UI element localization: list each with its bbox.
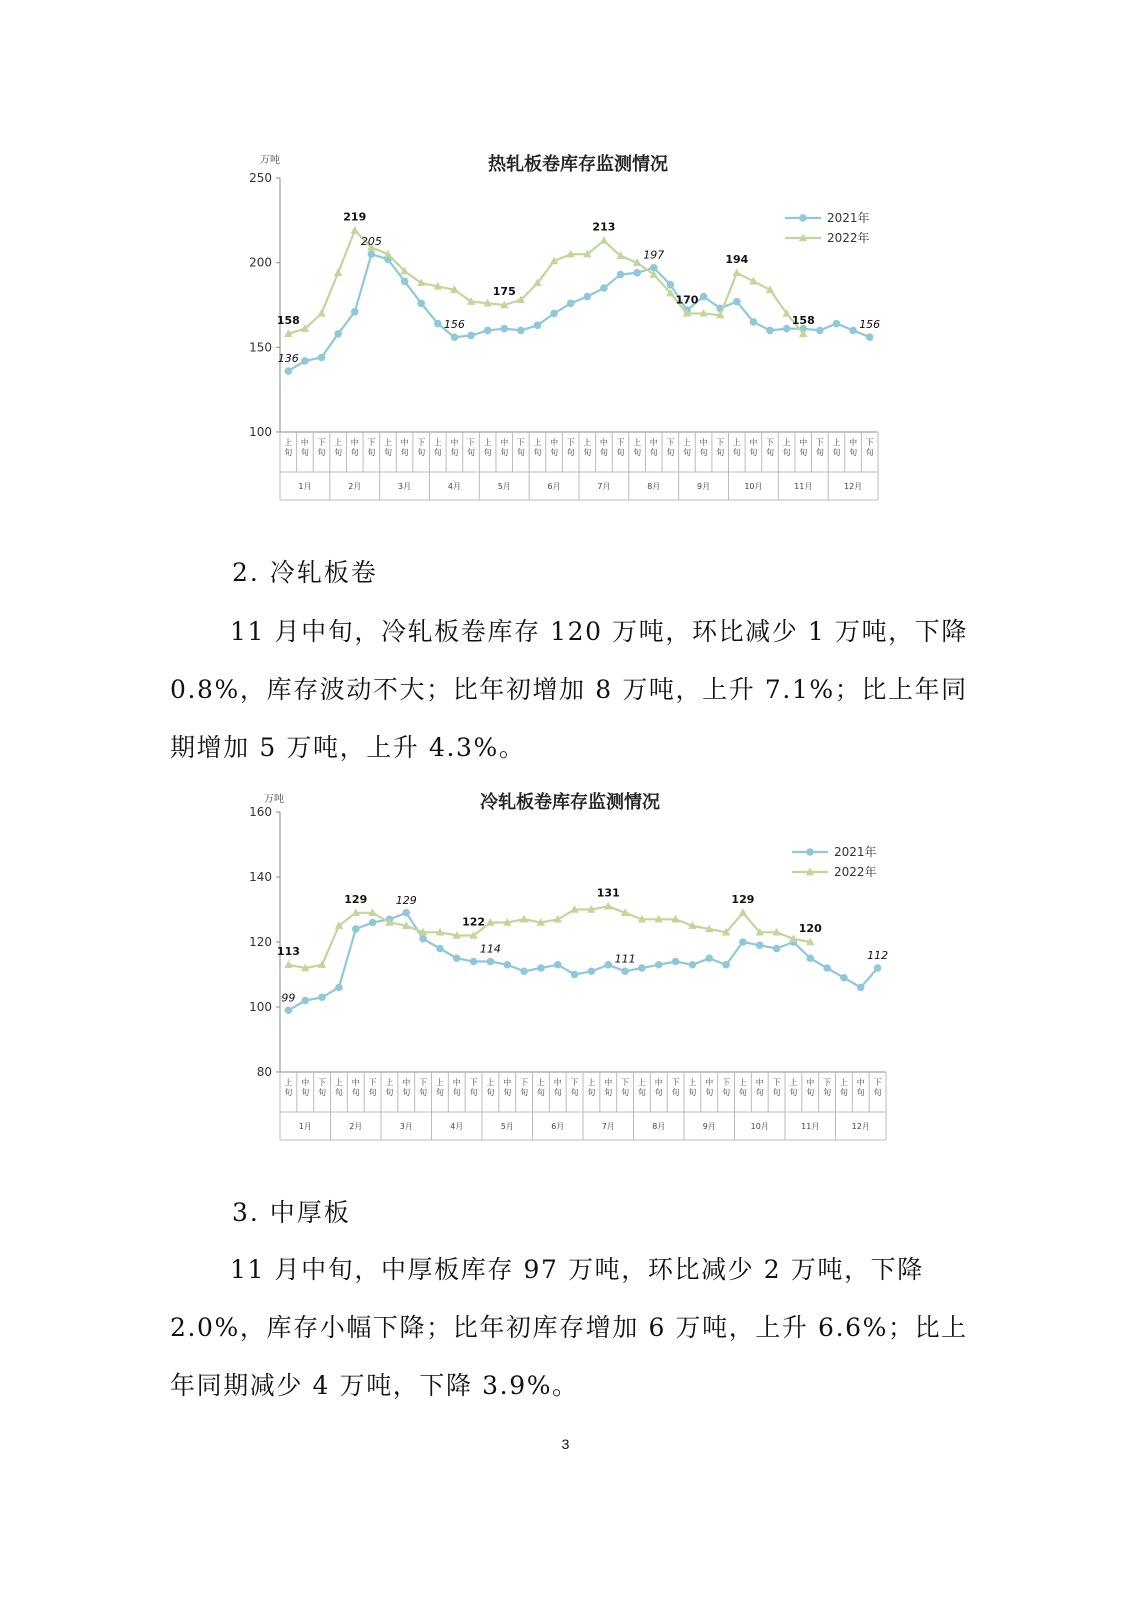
x-axis-sub-label: 旬 xyxy=(284,1088,293,1097)
x-axis-sub-label: 旬 xyxy=(368,1088,377,1097)
x-axis-sub-label: 旬 xyxy=(385,1088,394,1097)
x-axis-sub-label: 旬 xyxy=(570,1088,579,1097)
x-axis-sub-label: 旬 xyxy=(317,448,326,457)
x-axis-sub-label: 下 xyxy=(716,438,725,447)
x-axis-sub-label: 旬 xyxy=(806,1088,815,1097)
data-label: 197 xyxy=(643,248,665,262)
x-axis-sub-label: 中 xyxy=(604,1078,613,1087)
data-point xyxy=(334,268,342,276)
y-axis-tick-label: 160 xyxy=(249,805,272,819)
x-axis-month-label: 3月 xyxy=(399,1122,413,1131)
x-axis-sub-label: 旬 xyxy=(417,448,426,457)
data-point xyxy=(554,961,562,969)
page-number: 3 xyxy=(561,1436,570,1452)
x-axis-sub-label: 旬 xyxy=(749,448,758,457)
x-axis-sub-label: 上 xyxy=(334,1078,343,1087)
section-title-cold-rolled: 2. 冷轧板卷 xyxy=(232,558,378,587)
data-label: 129 xyxy=(731,892,755,906)
x-axis-sub-label: 旬 xyxy=(350,448,359,457)
x-axis-month-label: 10月 xyxy=(744,482,763,491)
x-axis-sub-label: 中 xyxy=(500,438,509,447)
x-axis-month-label: 9月 xyxy=(697,482,711,491)
x-axis-sub-label: 上 xyxy=(637,1078,646,1087)
data-point xyxy=(739,938,747,946)
x-axis-sub-label: 下 xyxy=(520,1078,529,1087)
legend-label: 2021年 xyxy=(834,845,877,859)
x-axis-sub-label: 旬 xyxy=(716,448,725,457)
x-axis-sub-label: 下 xyxy=(766,438,775,447)
data-point xyxy=(672,958,680,966)
x-axis-sub-label: 上 xyxy=(385,1078,394,1087)
series-line-1 xyxy=(288,906,810,968)
x-axis-sub-label: 下 xyxy=(419,1078,428,1087)
x-axis-sub-label: 上 xyxy=(682,438,691,447)
y-axis-tick-label: 200 xyxy=(249,255,272,270)
paragraph-medium-plate: 11 月中旬，中厚板库存 97 万吨，环比减少 2 万吨，下降 2.0%，库存小幅下降；比年初库存增加 6 万吨，上升 6.6%；比上年同期减少 4 万吨，下降 3.9%。 xyxy=(170,1255,968,1400)
x-axis-sub-label: 中 xyxy=(503,1078,512,1087)
x-axis-sub-label: 下 xyxy=(671,1078,680,1087)
x-axis-sub-label: 上 xyxy=(284,1078,293,1087)
x-axis-sub-label: 下 xyxy=(616,438,625,447)
data-point xyxy=(369,919,377,927)
x-axis-sub-label: 中 xyxy=(856,1078,865,1087)
data-label: 219 xyxy=(343,210,367,224)
x-axis-sub-label: 上 xyxy=(587,1078,596,1087)
x-axis-month-label: 1月 xyxy=(298,1122,312,1131)
x-axis-sub-label: 旬 xyxy=(682,448,691,457)
x-axis-sub-label: 旬 xyxy=(849,448,858,457)
x-axis-month-label: 6月 xyxy=(547,482,561,491)
x-axis-sub-label: 旬 xyxy=(402,1088,411,1097)
x-axis-sub-label: 旬 xyxy=(516,448,525,457)
series-line-0 xyxy=(288,254,869,371)
data-label: 120 xyxy=(798,922,822,935)
data-point xyxy=(470,958,478,966)
x-axis-sub-label: 上 xyxy=(533,438,542,447)
x-axis-sub-label: 旬 xyxy=(815,448,824,457)
x-axis-sub-label: 旬 xyxy=(599,448,608,457)
x-axis-month-label: 4月 xyxy=(450,1122,464,1131)
x-axis-sub-label: 旬 xyxy=(637,1088,646,1097)
x-axis-sub-label: 旬 xyxy=(699,448,708,457)
data-point xyxy=(766,327,774,335)
x-axis-sub-label: 中 xyxy=(654,1078,663,1087)
x-axis-sub-label: 中 xyxy=(849,438,858,447)
x-axis-sub-label: 旬 xyxy=(832,448,841,457)
x-axis-sub-label: 上 xyxy=(732,438,741,447)
x-axis-month-label: 12月 xyxy=(843,482,863,491)
x-axis-month-label: 7月 xyxy=(597,482,611,491)
data-label: 136 xyxy=(277,352,299,366)
x-axis-sub-label: 旬 xyxy=(722,1088,731,1097)
data-point xyxy=(722,961,730,969)
data-label: 205 xyxy=(360,235,382,249)
x-axis-month-label: 2月 xyxy=(349,1122,363,1131)
x-axis-sub-label: 上 xyxy=(583,438,592,447)
x-axis-sub-label: 上 xyxy=(839,1078,848,1087)
x-axis-month-label: 9月 xyxy=(702,1122,716,1131)
data-point xyxy=(733,268,741,276)
x-axis-sub-label: 旬 xyxy=(433,448,442,457)
x-axis-sub-label: 上 xyxy=(486,1078,495,1087)
x-axis-month-label: 12月 xyxy=(851,1122,870,1131)
hot-rolled-coil-inventory-chart xyxy=(230,140,910,512)
x-axis-sub-label: 中 xyxy=(300,438,309,447)
y-axis-tick-label: 120 xyxy=(249,935,272,949)
data-label: 194 xyxy=(725,252,749,266)
data-point xyxy=(537,964,545,972)
data-point xyxy=(334,330,342,338)
data-point xyxy=(352,925,360,933)
x-axis-sub-label: 下 xyxy=(621,1078,630,1087)
data-label: 129 xyxy=(344,892,368,906)
y-axis-tick-label: 250 xyxy=(249,171,272,185)
x-axis-sub-label: 下 xyxy=(516,438,525,447)
x-axis-sub-label: 下 xyxy=(566,438,575,447)
x-axis-sub-label: 旬 xyxy=(450,448,459,457)
x-axis-sub-label: 中 xyxy=(755,1078,764,1087)
data-point xyxy=(604,961,612,969)
x-axis-month-label: 5月 xyxy=(497,482,511,491)
data-point xyxy=(520,967,528,975)
x-axis-month-label: 11月 xyxy=(801,1122,820,1131)
data-point xyxy=(284,960,292,968)
x-axis-sub-label: 旬 xyxy=(553,1088,562,1097)
x-axis-sub-label: 旬 xyxy=(654,1088,663,1097)
data-label: 111 xyxy=(614,952,636,966)
legend-label: 2022年 xyxy=(827,231,870,245)
x-axis-sub-label: 旬 xyxy=(587,1088,596,1097)
x-axis-sub-label: 上 xyxy=(536,1078,545,1087)
data-label: 99 xyxy=(281,991,296,1005)
data-point xyxy=(487,958,495,966)
data-point xyxy=(604,902,612,910)
data-point xyxy=(318,354,326,362)
y-axis-tick-label: 80 xyxy=(256,1065,272,1079)
data-label: 158 xyxy=(791,313,815,327)
x-axis-sub-label: 中 xyxy=(649,438,658,447)
data-point xyxy=(756,941,764,949)
x-axis-sub-label: 旬 xyxy=(755,1088,764,1097)
x-axis-sub-label: 上 xyxy=(832,438,841,447)
x-axis-sub-label: 上 xyxy=(435,1078,444,1087)
data-point xyxy=(783,325,791,333)
x-axis-sub-label: 旬 xyxy=(467,448,476,457)
data-label: 156 xyxy=(443,318,465,332)
x-axis-sub-label: 旬 xyxy=(839,1088,848,1097)
x-axis-sub-label: 下 xyxy=(823,1078,832,1087)
data-point xyxy=(655,961,663,969)
x-axis-sub-label: 中 xyxy=(351,1078,360,1087)
x-axis-month-label: 11月 xyxy=(794,482,813,491)
data-point xyxy=(806,954,814,962)
data-point xyxy=(417,300,425,308)
y-axis-tick-label: 100 xyxy=(249,425,272,439)
data-point xyxy=(849,327,857,335)
x-axis-sub-label: 旬 xyxy=(435,1088,444,1097)
data-point xyxy=(600,236,608,244)
x-axis-sub-label: 旬 xyxy=(732,448,741,457)
data-point xyxy=(823,964,831,972)
x-axis-sub-label: 下 xyxy=(815,438,824,447)
data-label: 112 xyxy=(867,949,889,962)
data-point xyxy=(436,945,444,953)
x-axis-sub-label: 中 xyxy=(400,438,409,447)
data-point xyxy=(773,945,781,953)
x-axis-sub-label: 旬 xyxy=(452,1088,461,1097)
x-axis-sub-label: 旬 xyxy=(367,448,376,457)
x-axis-sub-label: 中 xyxy=(550,438,559,447)
x-axis-sub-label: 旬 xyxy=(705,1088,714,1097)
x-axis-sub-label: 下 xyxy=(367,438,376,447)
data-label: 175 xyxy=(492,285,516,298)
data-point xyxy=(434,320,442,328)
data-point xyxy=(301,357,309,365)
chart-title: 冷轧板卷库存监测情况 xyxy=(480,792,660,813)
y-axis-tick-label: 100 xyxy=(249,1000,272,1014)
data-point xyxy=(857,984,865,992)
x-axis-sub-label: 上 xyxy=(782,438,791,447)
x-axis-sub-label: 上 xyxy=(633,438,642,447)
x-axis-sub-label: 旬 xyxy=(400,448,409,457)
legend-marker xyxy=(799,214,807,222)
data-label: 129 xyxy=(395,893,417,907)
x-axis-month-label: 1月 xyxy=(298,482,312,491)
x-axis-sub-label: 上 xyxy=(334,438,343,447)
x-axis-sub-label: 下 xyxy=(722,1078,731,1087)
x-axis-sub-label: 旬 xyxy=(301,1088,310,1097)
x-axis-sub-label: 中 xyxy=(450,438,459,447)
chart-title: 热轧板卷库存监测情况 xyxy=(488,154,668,175)
x-axis-sub-label: 旬 xyxy=(383,448,392,457)
data-point xyxy=(520,915,528,923)
x-axis-sub-label: 中 xyxy=(749,438,758,447)
x-axis-sub-label: 旬 xyxy=(766,448,775,457)
data-point xyxy=(484,327,492,335)
x-axis-sub-label: 下 xyxy=(417,438,426,447)
x-axis-sub-label: 中 xyxy=(599,438,608,447)
x-axis-sub-label: 旬 xyxy=(583,448,592,457)
x-axis-sub-label: 上 xyxy=(284,438,293,447)
x-axis-month-label: 4月 xyxy=(447,482,461,491)
data-label: 113 xyxy=(276,944,300,958)
data-label: 158 xyxy=(276,313,300,327)
x-axis-sub-label: 旬 xyxy=(550,448,559,457)
legend-label: 2021年 xyxy=(827,211,870,225)
data-point xyxy=(733,298,741,306)
x-axis-sub-label: 上 xyxy=(738,1078,747,1087)
x-axis-sub-label: 下 xyxy=(317,438,326,447)
data-point xyxy=(866,333,874,341)
data-point xyxy=(351,226,359,234)
data-point xyxy=(816,327,824,335)
data-point xyxy=(301,997,309,1005)
x-axis-sub-label: 旬 xyxy=(351,1088,360,1097)
x-axis-sub-label: 旬 xyxy=(604,1088,613,1097)
data-point xyxy=(317,309,325,317)
section-title-medium-plate: 3. 中厚板 xyxy=(232,1198,351,1227)
x-axis-sub-label: 中 xyxy=(705,1078,714,1087)
data-point xyxy=(689,961,697,969)
data-label: 213 xyxy=(592,220,616,234)
x-axis-sub-label: 下 xyxy=(873,1078,882,1087)
x-axis-sub-label: 旬 xyxy=(782,448,791,457)
x-axis-sub-label: 旬 xyxy=(823,1088,832,1097)
x-axis-sub-label: 中 xyxy=(799,438,808,447)
data-point xyxy=(833,320,841,328)
y-axis-tick-label: 140 xyxy=(249,870,272,884)
x-axis-sub-label: 旬 xyxy=(318,1088,327,1097)
x-axis-sub-label: 下 xyxy=(318,1078,327,1087)
x-axis-sub-label: 旬 xyxy=(566,448,575,457)
data-point xyxy=(550,310,558,318)
data-point xyxy=(600,284,608,292)
data-point xyxy=(739,908,747,916)
data-label: 170 xyxy=(675,293,699,307)
x-axis-sub-label: 下 xyxy=(666,438,675,447)
data-point xyxy=(638,964,646,972)
x-axis-sub-label: 下 xyxy=(368,1078,377,1087)
data-point xyxy=(401,277,409,285)
x-axis-sub-label: 旬 xyxy=(483,448,492,457)
x-axis-sub-label: 旬 xyxy=(419,1088,428,1097)
x-axis-month-label: 10月 xyxy=(750,1122,769,1131)
x-axis-sub-label: 旬 xyxy=(856,1088,865,1097)
data-point xyxy=(534,322,542,330)
data-point xyxy=(840,974,848,982)
x-axis-sub-label: 上 xyxy=(383,438,392,447)
x-axis-sub-label: 下 xyxy=(467,438,476,447)
data-point xyxy=(503,961,511,969)
data-point xyxy=(517,327,525,335)
x-axis-month-label: 6月 xyxy=(551,1122,565,1131)
x-axis-sub-label: 下 xyxy=(865,438,874,447)
x-axis-sub-label: 旬 xyxy=(799,448,808,457)
data-point xyxy=(351,308,359,316)
x-axis-sub-label: 旬 xyxy=(334,448,343,457)
x-axis-sub-label: 中 xyxy=(402,1078,411,1087)
data-point xyxy=(584,293,592,301)
x-axis-sub-label: 旬 xyxy=(284,448,293,457)
data-point xyxy=(419,935,427,943)
paragraph-cold-rolled: 11 月中旬，冷轧板卷库存 120 万吨，环比减少 1 万吨，下降 0.8%，库存波动不大；比年初增加 8 万吨，上升 7.1%；比上年同期增加 5 万吨，上升 4.3%。 xyxy=(170,617,968,762)
x-axis-sub-label: 上 xyxy=(433,438,442,447)
x-axis-sub-label: 中 xyxy=(806,1078,815,1087)
x-axis-month-label: 7月 xyxy=(601,1122,615,1131)
data-point xyxy=(750,318,758,326)
x-axis-sub-label: 旬 xyxy=(688,1088,697,1097)
data-point xyxy=(451,333,459,341)
y-axis-tick-label: 150 xyxy=(249,340,272,355)
data-label: 131 xyxy=(596,886,620,900)
x-axis-sub-label: 旬 xyxy=(621,1088,630,1097)
data-label: 122 xyxy=(462,915,486,929)
data-point xyxy=(567,300,575,308)
data-point xyxy=(588,967,596,975)
data-point xyxy=(617,271,625,279)
data-point xyxy=(667,281,675,289)
data-point xyxy=(285,367,293,375)
legend-marker xyxy=(806,848,814,856)
x-axis-sub-label: 旬 xyxy=(486,1088,495,1097)
data-point xyxy=(700,293,708,301)
x-axis-sub-label: 上 xyxy=(789,1078,798,1087)
x-axis-sub-label: 下 xyxy=(469,1078,478,1087)
data-point xyxy=(335,984,343,992)
cold-rolled-coil-inventory-chart xyxy=(230,783,910,1161)
x-axis-sub-label: 旬 xyxy=(649,448,658,457)
data-point xyxy=(705,954,713,962)
x-axis-sub-label: 旬 xyxy=(300,448,309,457)
x-axis-month-label: 8月 xyxy=(647,482,661,491)
data-point xyxy=(874,964,882,972)
x-axis-sub-label: 旬 xyxy=(533,448,542,457)
x-axis-sub-label: 旬 xyxy=(633,448,642,457)
x-axis-sub-label: 上 xyxy=(483,438,492,447)
x-axis-sub-label: 旬 xyxy=(789,1088,798,1097)
data-point xyxy=(318,960,326,968)
y-axis-unit-label: 万吨 xyxy=(264,794,284,805)
x-axis-sub-label: 中 xyxy=(553,1078,562,1087)
x-axis-sub-label: 中 xyxy=(452,1078,461,1087)
x-axis-sub-label: 旬 xyxy=(334,1088,343,1097)
x-axis-sub-label: 旬 xyxy=(500,448,509,457)
x-axis-sub-label: 旬 xyxy=(469,1088,478,1097)
x-axis-month-label: 3月 xyxy=(398,482,412,491)
data-point xyxy=(633,269,641,277)
y-axis-unit-label: 万吨 xyxy=(260,155,280,166)
x-axis-sub-label: 上 xyxy=(688,1078,697,1087)
x-axis-month-label: 2月 xyxy=(348,482,362,491)
data-point xyxy=(453,954,461,962)
data-point xyxy=(467,332,475,340)
data-point xyxy=(285,1006,293,1014)
x-axis-sub-label: 旬 xyxy=(536,1088,545,1097)
x-axis-sub-label: 中 xyxy=(350,438,359,447)
series-line-0 xyxy=(288,913,877,1011)
x-axis-sub-label: 中 xyxy=(301,1078,310,1087)
x-axis-sub-label: 旬 xyxy=(873,1088,882,1097)
x-axis-sub-label: 下 xyxy=(570,1078,579,1087)
x-axis-sub-label: 旬 xyxy=(865,448,874,457)
data-label: 156 xyxy=(859,318,881,332)
legend-label: 2022年 xyxy=(834,865,877,879)
x-axis-sub-label: 旬 xyxy=(520,1088,529,1097)
data-point xyxy=(621,967,629,975)
data-label: 114 xyxy=(479,942,501,956)
x-axis-month-label: 8月 xyxy=(652,1122,666,1131)
x-axis-sub-label: 旬 xyxy=(503,1088,512,1097)
x-axis-sub-label: 下 xyxy=(772,1078,781,1087)
x-axis-sub-label: 旬 xyxy=(671,1088,680,1097)
data-point xyxy=(368,250,376,258)
x-axis-sub-label: 中 xyxy=(699,438,708,447)
x-axis-sub-label: 旬 xyxy=(772,1088,781,1097)
x-axis-month-label: 5月 xyxy=(500,1122,514,1131)
x-axis-sub-label: 旬 xyxy=(666,448,675,457)
x-axis-sub-label: 旬 xyxy=(616,448,625,457)
data-point xyxy=(571,971,579,979)
data-point xyxy=(402,909,410,917)
data-point xyxy=(318,993,326,1001)
x-axis-sub-label: 旬 xyxy=(738,1088,747,1097)
data-point xyxy=(500,325,508,333)
